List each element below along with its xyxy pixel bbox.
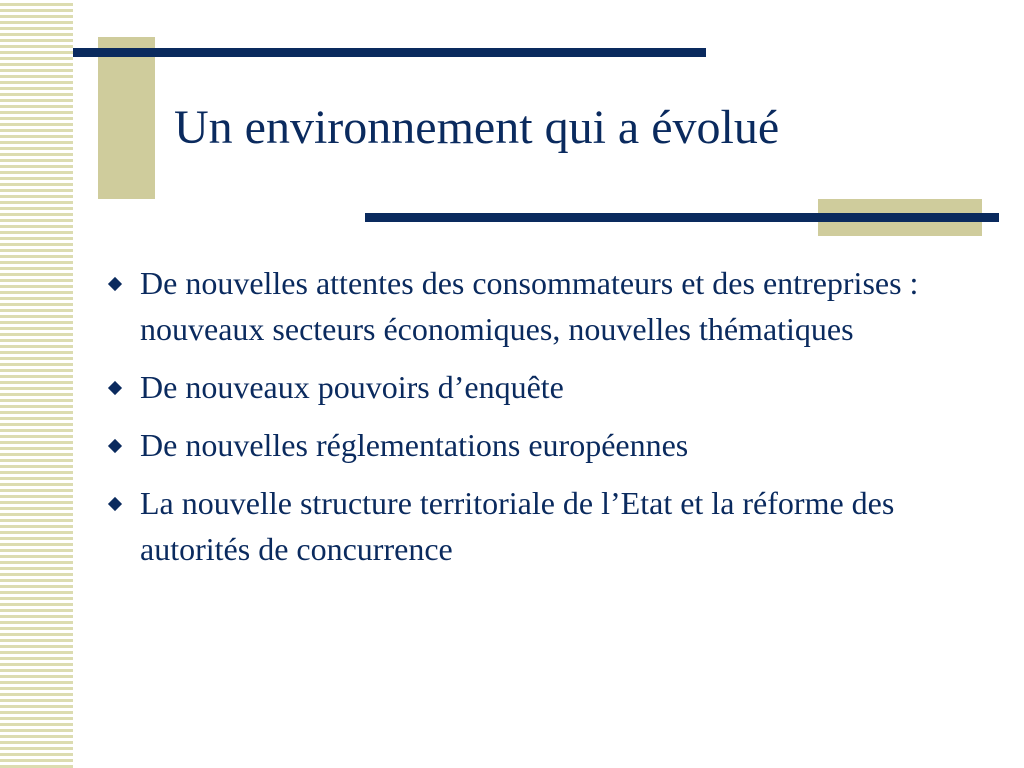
bullet-item xyxy=(108,480,968,572)
bullet-list xyxy=(108,260,968,584)
bullet-item xyxy=(108,364,968,410)
bullet-text: De nouvelles réglementations européennes xyxy=(140,427,689,463)
bullet-text: De nouveaux pouvoirs d’enquête xyxy=(140,369,564,405)
decorative-block-top xyxy=(98,37,155,199)
bullet-text: De nouvelles attentes des consommateurs et des entreprises : nouveaux secteurs économiques, nouvelles thématiques xyxy=(140,265,919,347)
decorative-stripes xyxy=(0,0,73,768)
bullet-text: La nouvelle structure territoriale de l’Etat et la réforme des autorités de concurrence xyxy=(140,485,895,567)
diamond-bullet-icon xyxy=(108,277,122,291)
decorative-line-top xyxy=(73,48,706,57)
bullet-item xyxy=(108,260,968,352)
decorative-line-bottom xyxy=(365,213,999,222)
slide-title: Un environnement qui a évolué xyxy=(174,101,780,154)
diamond-bullet-icon xyxy=(108,439,122,453)
diamond-bullet-icon xyxy=(108,497,122,511)
diamond-bullet-icon xyxy=(108,381,122,395)
bullet-item xyxy=(108,422,968,468)
